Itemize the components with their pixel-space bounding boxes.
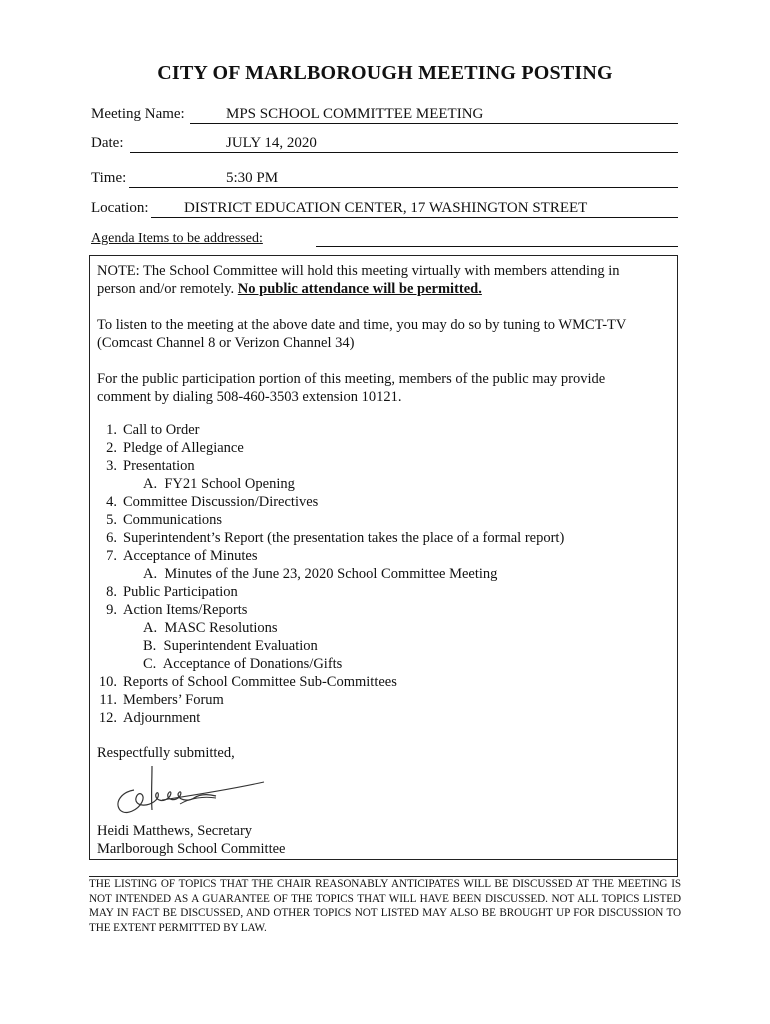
box-border-extension	[677, 858, 678, 876]
note-virtual-text: NOTE: The School Committee will hold this meeting virtually with members attending in person and/or remotely.	[97, 263, 620, 297]
agenda-subitem: A. Minutes of the June 23, 2020 School Committee Meeting	[143, 566, 498, 582]
time-label: Time:	[91, 170, 127, 186]
note-virtual-meeting	[97, 262, 657, 298]
agenda-subitem: A. FY21 School Opening	[143, 476, 295, 492]
agenda-item: 10. Reports of School Committee Sub-Committees	[98, 674, 397, 690]
meeting-name-underline	[190, 123, 678, 124]
agenda-label: Agenda Items to be addressed:	[91, 231, 263, 246]
agenda-item: 1. Call to Order	[106, 422, 200, 438]
agenda-item: 8. Public Participation	[106, 584, 238, 600]
agenda-item: 6. Superintendent’s Report (the presentation takes the place of a formal report)	[106, 530, 565, 546]
location-underline	[151, 217, 678, 218]
date-value: JULY 14, 2020	[226, 135, 317, 151]
agenda-item: 11. Members’ Forum	[99, 692, 224, 708]
meeting-name-value: MPS SCHOOL COMMITTEE MEETING	[226, 106, 484, 122]
agenda-item: 7. Acceptance of Minutes	[106, 548, 258, 564]
agenda-subitem: A. MASC Resolutions	[143, 620, 278, 636]
date-field	[91, 135, 678, 155]
meeting-name-field	[91, 106, 678, 126]
committee-name: Marlborough School Committee	[97, 841, 286, 857]
agenda-item: 12. Adjournment	[98, 710, 201, 726]
time-value: 5:30 PM	[226, 170, 279, 186]
agenda-item: 9. Action Items/Reports	[106, 602, 248, 618]
date-underline	[130, 152, 678, 153]
location-field	[91, 200, 678, 220]
disclaimer-footer: THE LISTING OF TOPICS THAT THE CHAIR REASONABLY ANTICIPATES WILL BE DISCUSSED AT THE MEETING IS NOT INTENDED AS A GUARANTEE OF THE TOPICS THAT WILL HAVE BEEN DISCUSSED. NOT ALL TOPICS LISTED MAY IN FACT BE DISCUSSED, AND OTHER TOPICS NOT LISTED MAY ALSO BE BROUGHT UP FOR DISCUSSION TO THE EXTENT PERMITTED BY LAW.	[89, 878, 681, 934]
time-underline	[129, 187, 678, 188]
location-label: Location:	[91, 200, 149, 216]
agenda-item: 3. Presentation	[106, 458, 195, 474]
signature-image	[108, 760, 268, 820]
agenda-subitem: C. Acceptance of Donations/Gifts	[143, 656, 343, 672]
agenda-underline	[316, 246, 678, 247]
location-value: DISTRICT EDUCATION CENTER, 17 WASHINGTON STREET	[184, 200, 588, 216]
respectfully-submitted: Respectfully submitted,	[97, 745, 235, 761]
agenda-subitem: B. Superintendent Evaluation	[143, 638, 318, 654]
note-no-public-attendance: No public attendance will be permitted.	[237, 281, 482, 297]
agenda-item: 4. Committee Discussion/Directives	[106, 494, 319, 510]
note-listen: To listen to the meeting at the above date and time, you may do so by tuning to WMCT-TV (Comcast Channel 8 or Verizon Channel 34)	[97, 317, 627, 351]
agenda-item: 5. Communications	[106, 512, 223, 528]
document-title: CITY OF MARLBOROUGH MEETING POSTING	[157, 62, 613, 84]
date-label: Date:	[91, 135, 124, 151]
agenda-item: 2. Pledge of Allegiance	[106, 440, 244, 456]
secretary-name: Heidi Matthews, Secretary	[97, 823, 253, 839]
time-field	[91, 170, 678, 190]
meeting-name-label: Meeting Name:	[91, 106, 185, 122]
note-public-participation: For the public participation portion of this meeting, members of the public may provide comment by dialing 508-460-3503 extension 10121.	[97, 371, 606, 405]
